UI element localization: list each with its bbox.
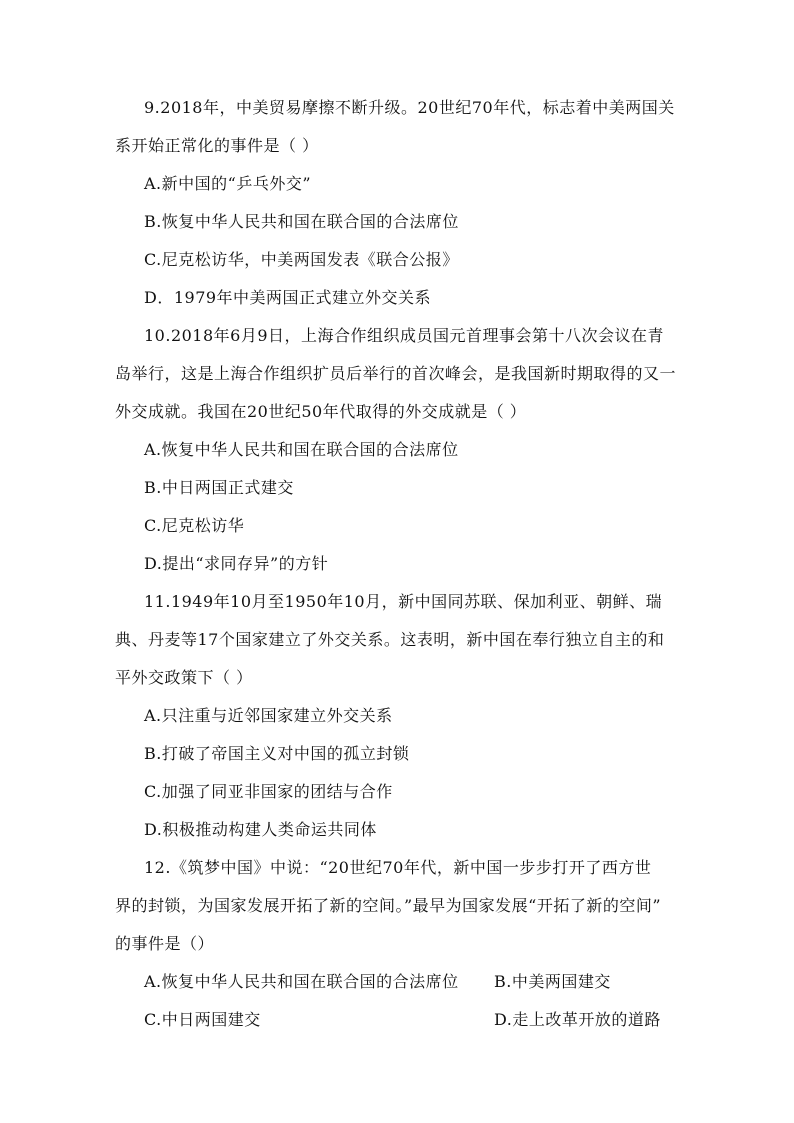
option-a: A.恢复中华人民共和国在联合国的合法席位 <box>144 972 459 991</box>
option-c: C.中日两国建交 <box>144 1010 261 1029</box>
option-c: C.尼克松访华，中美两国发表《联合公报》 <box>144 250 459 269</box>
question-stem-line: 10.2018年6月9日，上海合作组织成员国元首理事会第十八次会议在青 <box>144 326 665 345</box>
option-a: A.只注重与近邻国家建立外交关系 <box>144 706 393 725</box>
option-a: A.新中国的“乒乓外交” <box>144 174 312 193</box>
question-stem-line: 11.1949年10月至1950年10月，新中国同苏联、保加利亚、朝鲜、瑞 <box>144 592 663 611</box>
question-stem-line: 系开始正常化的事件是（ ） <box>115 136 319 155</box>
option-b: B.恢复中华人民共和国在联合国的合法席位 <box>144 212 459 231</box>
option-b: B.中美两国建交 <box>494 972 611 991</box>
question-stem-line: 界的封锁，为国家发展开拓了新的空间。”最早为国家发展“开拓了新的空间” <box>115 896 662 915</box>
question-stem-line: 9.2018年，中美贸易摩擦不断升级。20世纪70年代，标志着中美两国关 <box>144 98 675 117</box>
option-c: C.尼克松访华 <box>144 516 245 535</box>
option-d: D.走上改革开放的道路 <box>494 1010 661 1029</box>
question-stem-line: 平外交政策下（ ） <box>115 668 253 687</box>
option-b: B.中日两国正式建交 <box>144 478 294 497</box>
question-stem-line: 的事件是（） <box>115 934 215 953</box>
option-a: A.恢复中华人民共和国在联合国的合法席位 <box>144 440 459 459</box>
option-b: B.打破了帝国主义对中国的孤立封锁 <box>144 744 410 763</box>
option-d: D.提出“求同存异”的方针 <box>144 554 329 573</box>
question-stem-line: 岛举行，这是上海合作组织扩员后举行的首次峰会，是我国新时期取得的又一 <box>115 364 677 383</box>
option-d: D.积极推动构建人类命运共同体 <box>144 820 377 839</box>
option-d: D．1979年中美两国正式建立外交关系 <box>144 288 432 307</box>
option-c: C.加强了同亚非国家的团结与合作 <box>144 782 393 801</box>
question-stem-line: 12.《筑梦中国》中说：“20世纪70年代，新中国一步步打开了西方世 <box>144 858 652 877</box>
question-stem-line: 外交成就。我国在20世纪50年代取得的外交成就是（ ） <box>115 402 527 421</box>
question-stem-line: 典、丹麦等17个国家建立了外交关系。这表明，新中国在奉行独立自主的和 <box>115 630 665 649</box>
